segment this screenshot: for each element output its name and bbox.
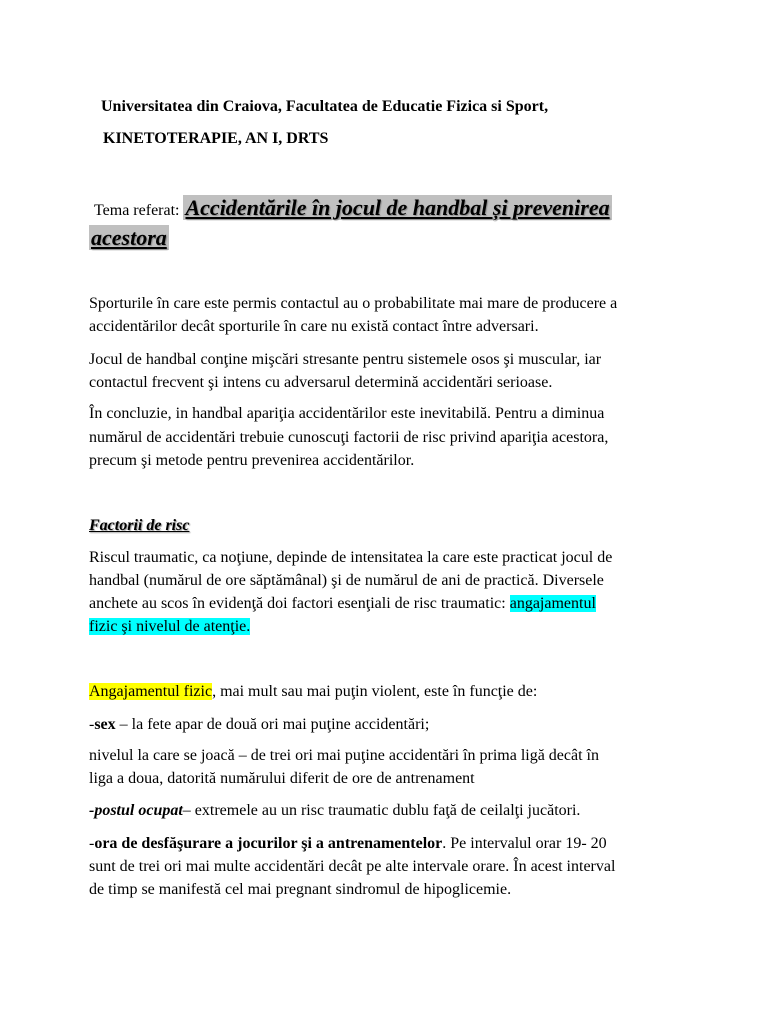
risc-line-1: Riscul traumatic, ca noţiune, depinde de intensitatea la care este practicat jocul de [89, 549, 613, 566]
sex-line [89, 715, 429, 735]
ora-prefix: - [89, 835, 95, 852]
p2-line-2: contactul frecvent şi intens cu adversarul determină accidentări serioase. [89, 374, 553, 391]
section-title-factorii: Factorii de risc [89, 517, 190, 534]
tema-line-1 [94, 196, 612, 223]
tema-label: Tema referat: [94, 202, 180, 219]
nivel-line-2: liga a doua, datorită numărului diferit de ore de antrenament [89, 770, 475, 787]
ora-rest: . Pe intervalul orar 19- 20 [442, 835, 607, 852]
angajament-rest: , mai mult sau mai puţin violent, este în funcţie de: [212, 683, 538, 700]
p1-line-1: Sporturile în care este permis contactul au o probabilitate mai mare de producere a [89, 295, 618, 312]
nivel-line-1: nivelul la care se joacă – de trei ori mai puţine accidentări în prima ligă decât în [89, 747, 599, 764]
ora-line-1 [89, 834, 607, 854]
risc-line-2: handbal (numărul de ore săptămânal) şi de numărul de ani de practică. Diversele [89, 572, 604, 589]
risc-highlight-angajamentul: angajamentul [509, 595, 596, 612]
p3-line-1: În concluzie, in handbal apariţia accidentărilor este inevitabilă. Pentru a diminua [89, 405, 605, 422]
tema-line-2 [89, 226, 169, 253]
p1-line-2: accidentărilor decât sporturile în care nu există contact între adversari. [89, 318, 539, 335]
risc-line-4 [89, 617, 250, 637]
sex-prefix: - [89, 716, 95, 733]
post-label: -postul ocupat [89, 802, 183, 819]
p2-line-1: Jocul de handbal conţine mişcări stresante pentru sistemele osos şi muscular, iar [89, 351, 602, 368]
angajament-highlight: Angajamentul fizic [89, 683, 213, 700]
risc-highlight-fizic: fizic şi nivelul de atenţie. [89, 618, 251, 635]
sex-label: sex [94, 716, 116, 733]
angajament-line [89, 682, 537, 702]
university-line: Universitatea din Craiova, Facultatea de Educatie Fizica si Sport, [101, 98, 549, 115]
sex-rest: – la fete apar de două ori mai puţine accidentări; [115, 716, 430, 733]
ora-line-3: de timp se manifestă cel mai pregnant sindromul de hipoglicemie. [89, 881, 512, 898]
post-line [89, 801, 580, 821]
risc-line-3-text: anchete au scos în evidenţă doi factori esenţiali de risc traumatic: [89, 595, 510, 612]
post-rest: – extremele au un risc traumatic dublu faţă de ceilalţi jucători. [182, 802, 581, 819]
risc-line-3 [89, 594, 596, 614]
tema-title-part2: acestora [91, 225, 167, 250]
ora-line-2: sunt de trei ori mai multe accidentări decât pe alte intervale orare. În acest interval [89, 858, 616, 875]
ora-label: ora de desfăşurare a jocurilor şi a antrenamentelor [94, 835, 443, 852]
specialization-line: KINETOTERAPIE, AN I, DRTS [103, 130, 329, 147]
tema-title-part1: Accidentările în jocul de handbal și prevenirea [185, 195, 610, 220]
p3-line-2: numărul de accidentări trebuie cunoscuţi factorii de risc privind apariţia acestora, [89, 429, 609, 446]
p3-line-3: precum şi metode pentru prevenirea accidentărilor. [89, 452, 415, 469]
